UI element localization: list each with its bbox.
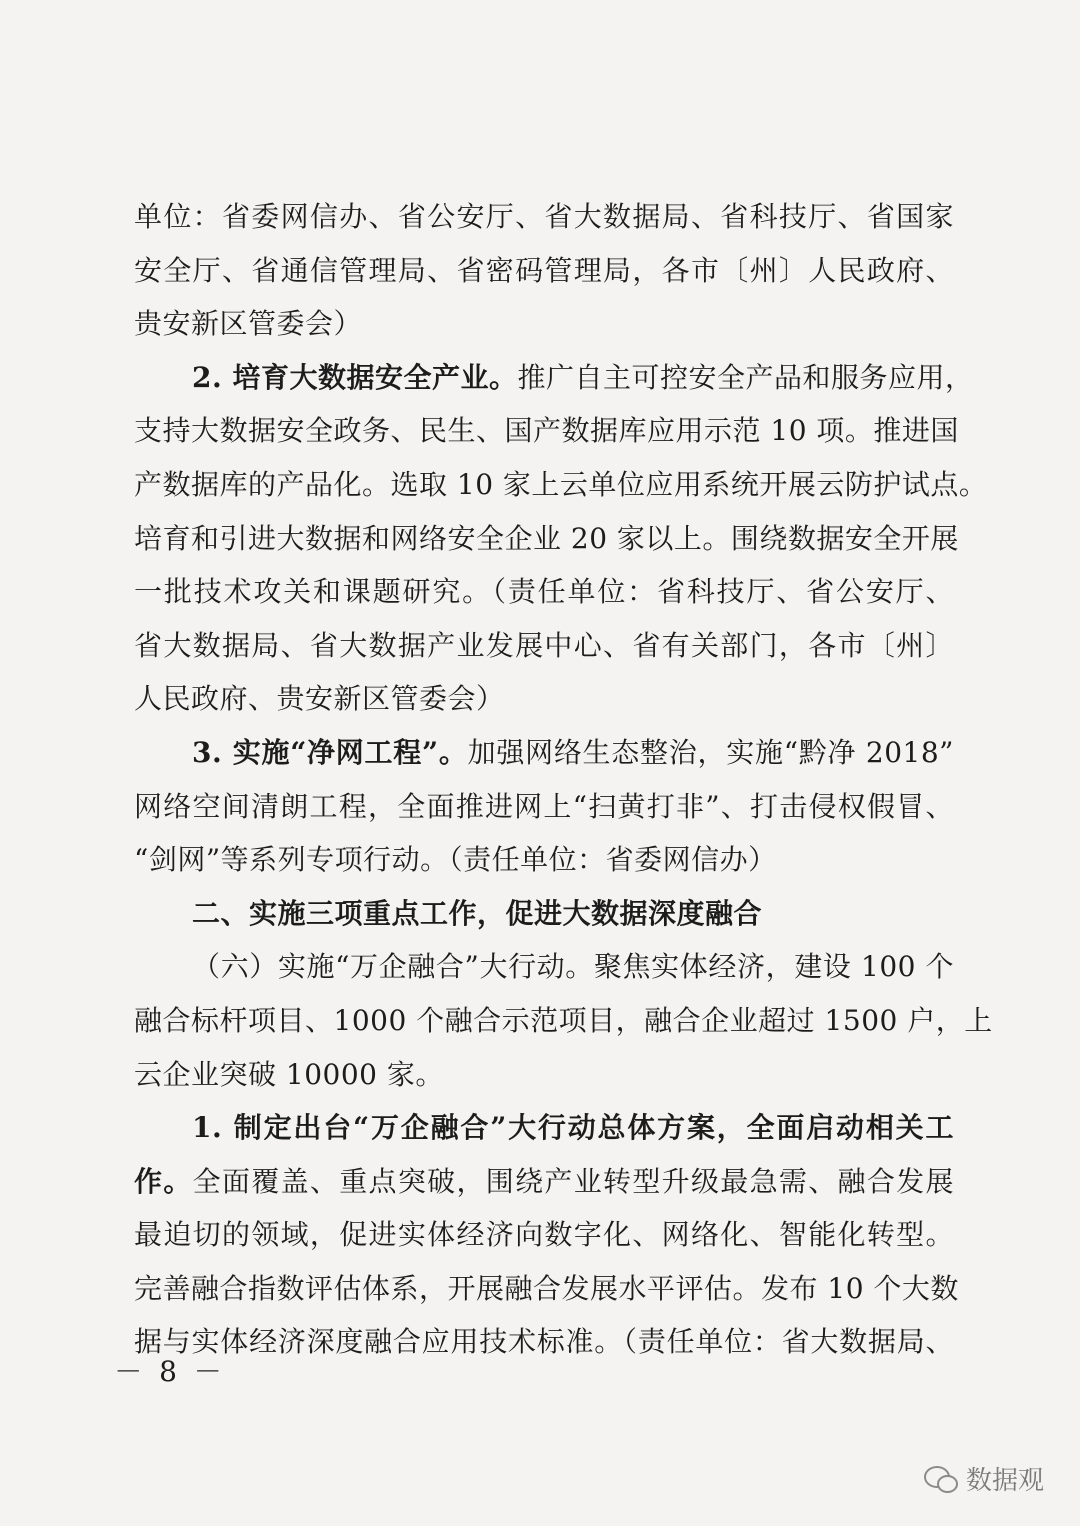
line-text: 推广自主可控安全产品和服务应用， <box>517 360 974 394</box>
page-number: － 8 － <box>114 1355 226 1388</box>
text-line <box>134 1208 954 1262</box>
text-line <box>134 458 988 512</box>
text-line <box>134 512 959 566</box>
line-text: 加强网络生态整治，实施“黔净 2018” <box>467 735 954 769</box>
text-line <box>134 1155 954 1209</box>
line-text: 据与实体经济深度融合应用技术标准。（责任单位：省大数据局、 <box>134 1325 954 1359</box>
text-line <box>134 1101 954 1155</box>
text-line <box>134 1262 959 1316</box>
line-text: 全面覆盖、重点突破，围绕产业转型升级最急需、融合发展 <box>192 1164 954 1198</box>
text-line <box>134 833 954 887</box>
text-line <box>134 244 954 298</box>
text-line <box>134 887 954 941</box>
text-line <box>134 780 954 834</box>
bold-heading: 3. 实施“净网工程”。 <box>192 735 468 769</box>
text-line <box>134 940 954 994</box>
line-text: “剑网”等系列专项行动。（责任单位：省委网信办） <box>134 843 777 877</box>
line-text: 支持大数据安全政务、民生、国产数据库应用示范 10 项。推进国 <box>134 414 959 448</box>
watermark-text: 数据观 <box>965 1466 1044 1496</box>
line-text: 网络空间清朗工程，全面推进网上“扫黄打非”、打击侵权假冒、 <box>134 789 954 823</box>
line-text: 人民政府、贵安新区管委会） <box>134 682 505 716</box>
watermark <box>924 1460 1044 1497</box>
line-text: 最迫切的领域，促进实体经济向数字化、网络化、智能化转型。 <box>134 1218 954 1252</box>
line-text: 完善融合指数评估体系，开展融合发展水平评估。发布 10 个大数 <box>134 1271 959 1305</box>
line-text: 安全厅、省通信管理局、省密码管理局，各市〔州〕人民政府、 <box>134 253 954 287</box>
line-text: 贵安新区管委会） <box>134 307 363 341</box>
body-text <box>134 190 993 1369</box>
line-text: 融合标杆项目、1000 个融合示范项目，融合企业超过 1500 户，上 <box>134 1003 993 1037</box>
text-line <box>134 994 993 1048</box>
line-text: 一批技术攻关和课题研究。（责任单位：省科技厅、省公安厅、 <box>134 575 954 609</box>
bold-heading: 2. 培育大数据安全产业。 <box>192 360 518 394</box>
text-line <box>134 190 954 244</box>
text-line <box>134 1048 954 1102</box>
text-line <box>134 565 954 619</box>
bold-heading: 作。 <box>134 1164 193 1198</box>
line-text: 省大数据局、省大数据产业发展中心、省有关部门，各市〔州〕 <box>134 628 954 662</box>
line-text: 培育和引进大数据和网络安全企业 20 家以上。围绕数据安全开展 <box>134 521 959 555</box>
text-line <box>134 672 954 726</box>
line-text: 单位：省委网信办、省公安厅、省大数据局、省科技厅、省国家 <box>134 200 954 233</box>
text-line <box>134 726 954 780</box>
text-line <box>134 619 954 673</box>
bold-heading: 二、实施三项重点工作，促进大数据深度融合 <box>192 896 763 930</box>
wechat-icon <box>924 1464 958 1494</box>
line-text: （六）实施“万企融合”大行动。聚焦实体经济，建设 100 个 <box>192 950 954 984</box>
text-line <box>134 404 959 458</box>
bold-heading: 1. 制定出台“万企融合”大行动总体方案，全面启动相关工 <box>192 1111 954 1145</box>
text-line <box>134 351 974 405</box>
line-text: 云企业突破 10000 家。 <box>134 1057 444 1091</box>
line-text: 产数据库的产品化。选取 10 家上云单位应用系统开展云防护试点。 <box>134 467 988 501</box>
text-line <box>134 297 954 351</box>
